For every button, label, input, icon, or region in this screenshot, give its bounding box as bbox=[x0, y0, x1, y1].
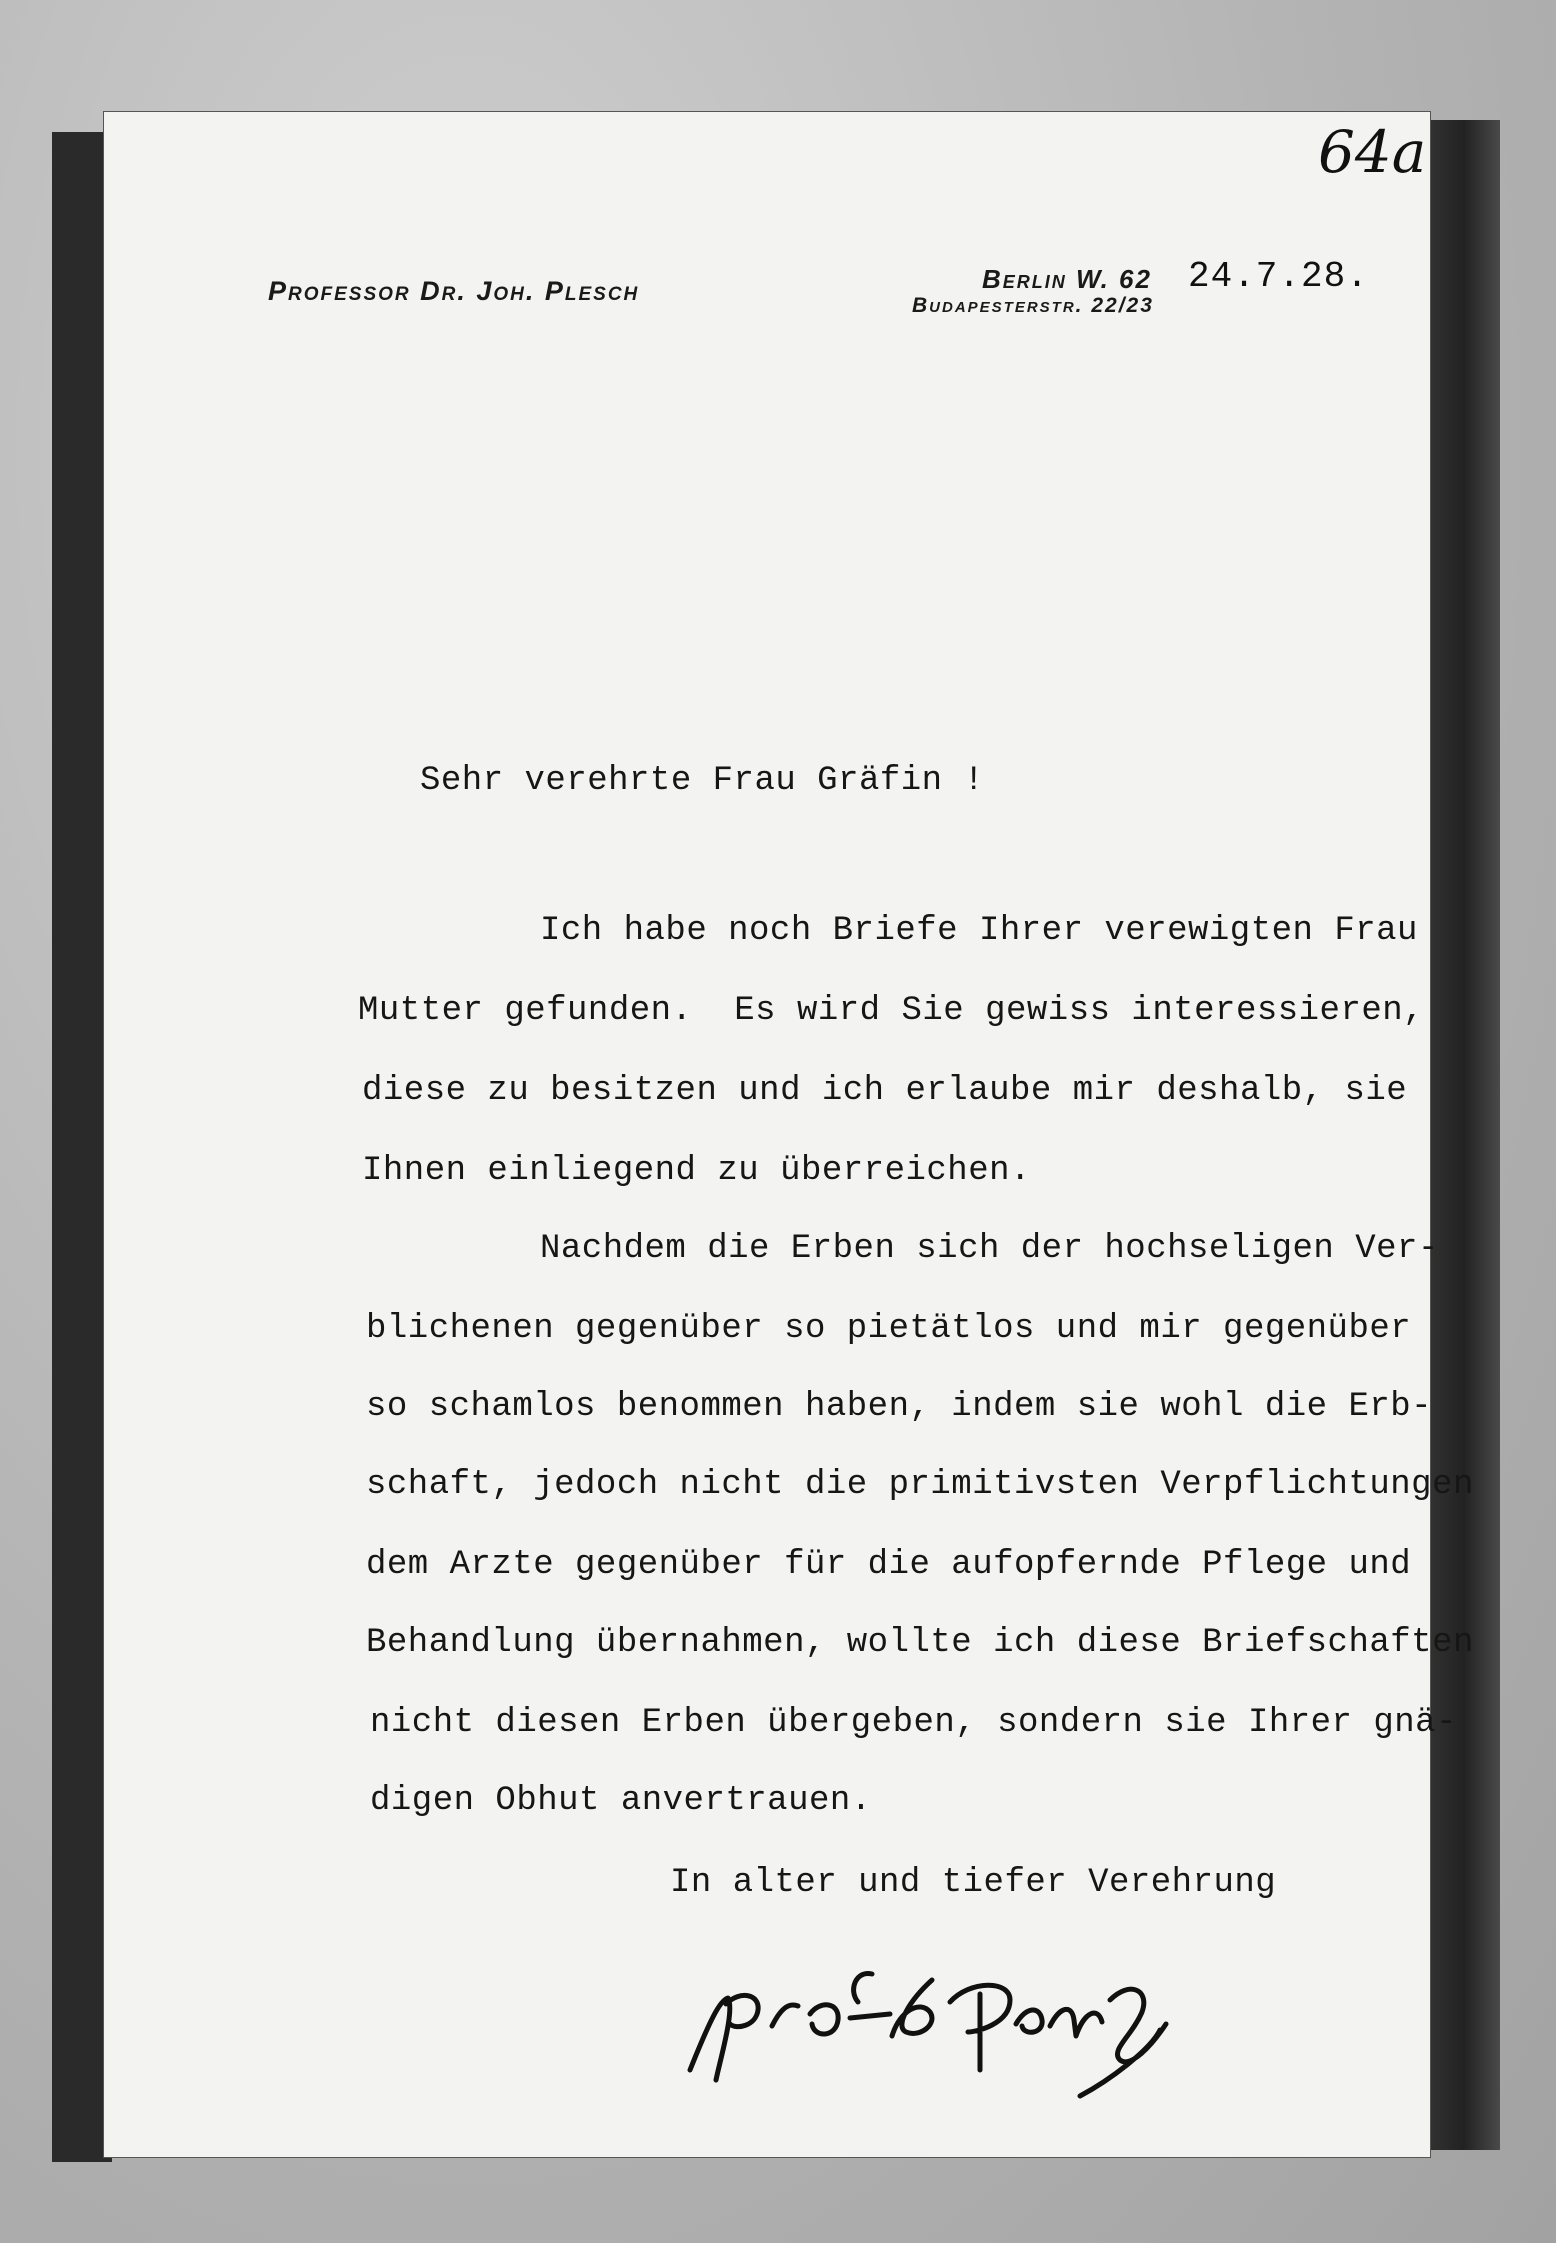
body-line: schaft, jedoch nicht die primitivsten Verpflichtungen bbox=[366, 1466, 1474, 1504]
closing-phrase: In alter und tiefer Verehrung bbox=[670, 1864, 1277, 1902]
body-line: Ihnen einliegend zu überreichen. bbox=[362, 1152, 1031, 1190]
letterhead-name: Professor Dr. Joh. Plesch bbox=[268, 276, 640, 306]
letterhead-street: Budapesterstr. 22/23 bbox=[912, 294, 1154, 317]
letter-page bbox=[104, 112, 1433, 2157]
page-shadow-left bbox=[52, 132, 112, 2162]
salutation: Sehr verehrte Frau Gräfin ! bbox=[420, 762, 985, 800]
archive-number: 64a bbox=[1318, 118, 1427, 186]
body-line: so schamlos benommen haben, indem sie wohl die Erb- bbox=[366, 1388, 1433, 1426]
body-line: dem Arzte gegenüber für die aufopfernde Pflege und bbox=[366, 1546, 1412, 1584]
body-line: Nachdem die Erben sich der hochseligen Ver- bbox=[540, 1230, 1439, 1268]
body-line: digen Obhut anvertrauen. bbox=[370, 1782, 872, 1820]
handwritten-signature bbox=[680, 1940, 1220, 2100]
body-line: diese zu besitzen und ich erlaube mir deshalb, sie bbox=[362, 1072, 1408, 1110]
body-line: Behandlung übernahmen, wollte ich diese Briefschaften bbox=[366, 1624, 1474, 1662]
body-line: Ich habe noch Briefe Ihrer verewigten Frau bbox=[540, 912, 1418, 950]
body-line: Mutter gefunden. Es wird Sie gewiss interessieren, bbox=[358, 992, 1425, 1030]
body-line: blichenen gegenüber so pietätlos und mir gegenüber bbox=[366, 1310, 1412, 1348]
letter-date: 24.7.28. bbox=[1188, 256, 1369, 297]
body-line: nicht diesen Erben übergeben, sondern sie Ihrer gnä- bbox=[370, 1704, 1457, 1742]
letterhead-city: Berlin W. 62 bbox=[982, 264, 1152, 294]
